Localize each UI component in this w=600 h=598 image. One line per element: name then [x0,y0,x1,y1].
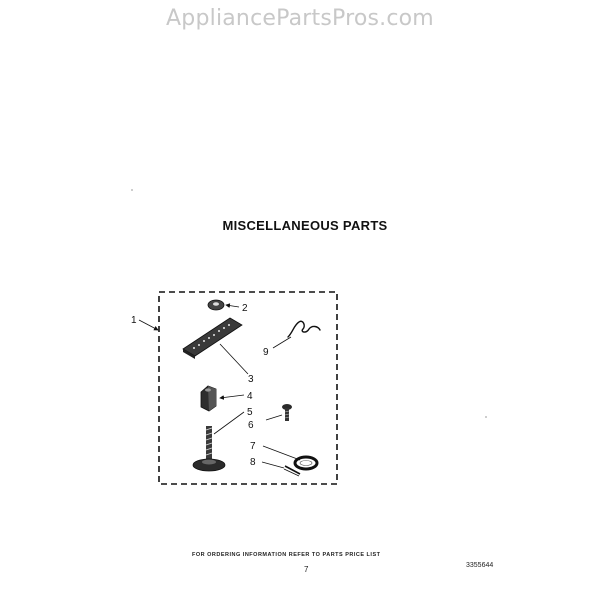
washer-part [208,300,224,310]
watermark: AppliancePartsPros.com [166,6,434,31]
speck [485,416,486,417]
callout-9: 9 [263,347,269,358]
spring-part [288,321,320,337]
screw-part [282,404,292,421]
leader-7 [263,446,300,460]
kit-boundary [159,292,337,484]
leader-8 [262,462,284,468]
leader-5 [214,412,244,434]
callout-2: 2 [242,303,248,314]
ordering-info-note: FOR ORDERING INFORMATION REFER TO PARTS PRICE LIST [192,552,381,558]
leader-4 [220,395,244,398]
page-number: 7 [304,565,309,574]
clamp-ring-part [295,457,317,469]
callout-5: 5 [247,407,253,418]
page-title: MISCELLANEOUS PARTS [222,218,388,233]
callout-3: 3 [248,374,254,385]
leader-3 [220,344,248,374]
leader-6 [266,415,282,420]
document-number: 3355644 [466,562,494,569]
hex-spacer-part [201,386,216,411]
leader-1 [139,320,158,330]
leader-9 [273,337,291,348]
callout-4: 4 [247,391,253,402]
callout-8: 8 [250,457,256,468]
callout-7: 7 [250,441,256,452]
speck [131,189,132,190]
leveling-leg-part [193,426,225,471]
callout-6: 6 [248,420,254,431]
callout-1: 1 [131,315,137,326]
bracket-strip-part [183,318,242,359]
leader-2 [226,305,239,307]
